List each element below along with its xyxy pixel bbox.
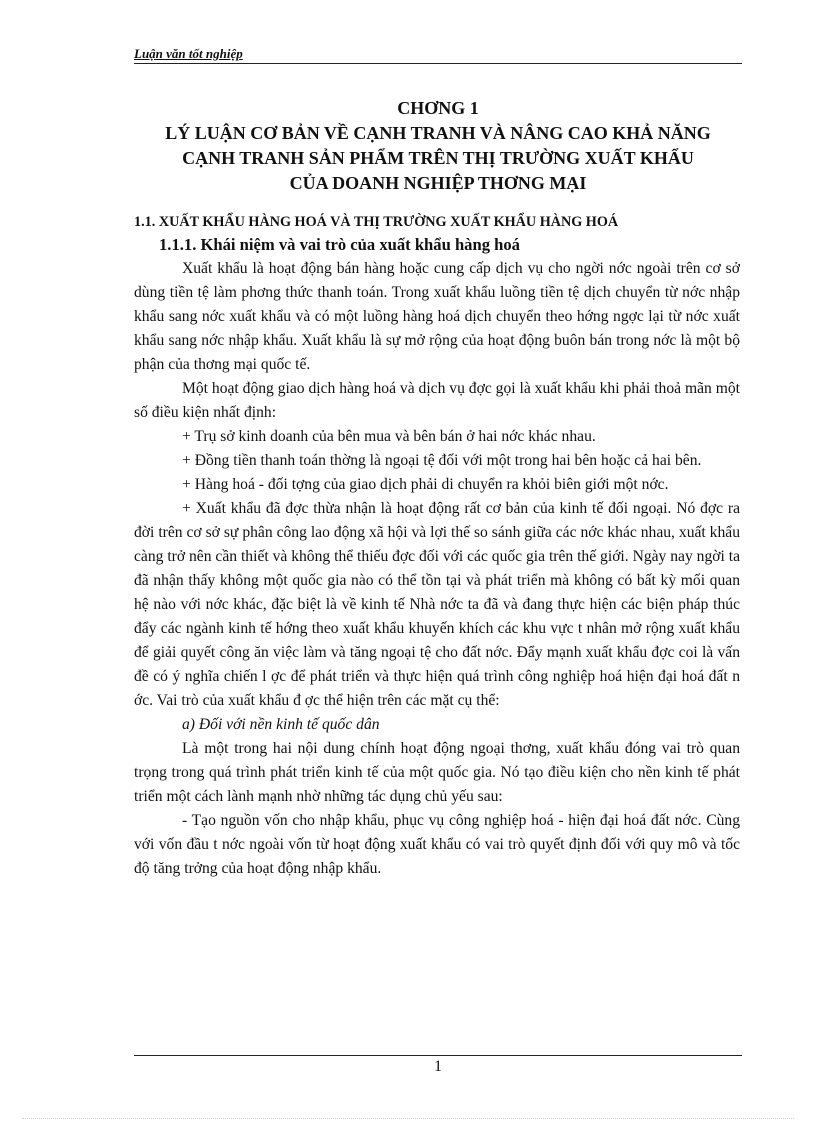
chapter-title-line: CỦA DOANH NGHIỆP THƠNG MẠI xyxy=(289,173,587,193)
running-header: Luận văn tốt nghiệp xyxy=(134,46,243,61)
page-number: 1 xyxy=(434,1058,442,1075)
paragraph: + Xuất khẩu đã đợc thừa nhận là hoạt động rất cơ bản của kinh tế đối ngoại. Nó đợc ra đời trên cơ sở sự phân công lao động xã hội và lợi thế so sánh giữa các nớc khác nhau, xuất khẩu càng trở nên cần thiết và không thể thiếu đợc đối với các quốc gia trên thế giới. Ngày nay ngời ta đã nhận thấy không một quốc gia nào có thể tồn tại và phát triển mà không có bất kỳ mối quan hệ nào với nớc khác, đặc biệt là về kinh tế Nhà nớc ta đã và đang thực hiện các biện pháp thúc đẩy các ngành kinh tế hớng theo xuất khẩu khuyến khích các khu vực t nhân mở rộng xuất khẩu để giải quyết công ăn việc làm và tăng ngoại tệ cho đất nớc. Đẩy mạnh xuất khẩu đợc coi là vấn đề có ý nghĩa chiến l ợc để phát triển và thực hiện quá trình công nghiệp hoá hiện đại hoá đất n ớc. Vai trò của xuất khẩu đ ợc thể hiện trên các mặt cụ thể: xyxy=(134,500,740,709)
document-body xyxy=(134,211,740,881)
header-rule xyxy=(134,63,742,64)
chapter-title-line: CẠNH TRANH SẢN PHẨM TRÊN THỊ TRƯỜNG XUẤT KHẨU xyxy=(182,148,694,168)
footer-rule xyxy=(134,1055,742,1056)
subheading: a) Đối với nền kinh tế quốc dân xyxy=(182,716,380,733)
chapter-heading xyxy=(134,96,742,196)
paragraph: Một hoạt động giao dịch hàng hoá và dịch vụ đợc gọi là xuất khẩu khi phải thoả mãn một số điều kiện nhất định: xyxy=(134,380,740,421)
paragraph: + Đồng tiền thanh toán thờng là ngoại tệ đối với một trong hai bên hoặc cả hai bên. xyxy=(182,452,702,469)
paragraph: Là một trong hai nội dung chính hoạt động ngoại thơng, xuất khẩu đóng vai trò quan trọng trong quá trình phát triển kinh tế của một quốc gia. Nó tạo điều kiện cho nền kinh tế phát triển một cách lành mạnh nhờ những tác dụng chủ yếu sau: xyxy=(134,740,740,805)
page-edge-dots xyxy=(22,1118,794,1119)
subsection-heading: 1.1.1. Khái niệm và vai trò của xuất khẩu hàng hoá xyxy=(159,235,520,254)
chapter-title-line: LÝ LUẬN CƠ BẢN VỀ CẠNH TRANH VÀ NÂNG CAO KHẢ NĂNG xyxy=(165,123,711,143)
paragraph: + Hàng hoá - đối tợng của giao dịch phải di chuyển ra khỏi biên giới một nớc. xyxy=(182,476,669,493)
chapter-number: CHƠNG 1 xyxy=(397,98,479,118)
section-heading: 1.1. XUẤT KHẨU HÀNG HOÁ VÀ THỊ TRƯỜNG XUẤT KHẨU HÀNG HOÁ xyxy=(134,214,619,230)
paragraph: Xuất khẩu là hoạt động bán hàng hoặc cung cấp dịch vụ cho ngời nớc ngoài trên cơ sở dùng tiền tệ làm phơng thức thanh toán. Trong xuất khẩu luồng tiền tệ dịch chuyển từ nớc nhập khẩu sang nớc xuất khẩu và có một luồng hàng hoá dịch chuyển theo hớng ngợc lại từ nớc xuất khẩu sang nớc nhập khẩu. Xuất khẩu là sự mở rộng của hoạt động buôn bán trong nớc là một bộ phận của thơng mại quốc tế. xyxy=(134,260,740,373)
paragraph: - Tạo nguồn vốn cho nhập khẩu, phục vụ công nghiệp hoá - hiện đại hoá đất nớc. Cùng với vốn đầu t nớc ngoài vốn từ hoạt động xuất khẩu có vai trò quyết định đối với quy mô và tốc độ tăng trởng của hoạt động nhập khẩu. xyxy=(134,812,740,877)
paragraph: + Trụ sở kinh doanh của bên mua và bên bán ở hai nớc khác nhau. xyxy=(182,428,596,445)
